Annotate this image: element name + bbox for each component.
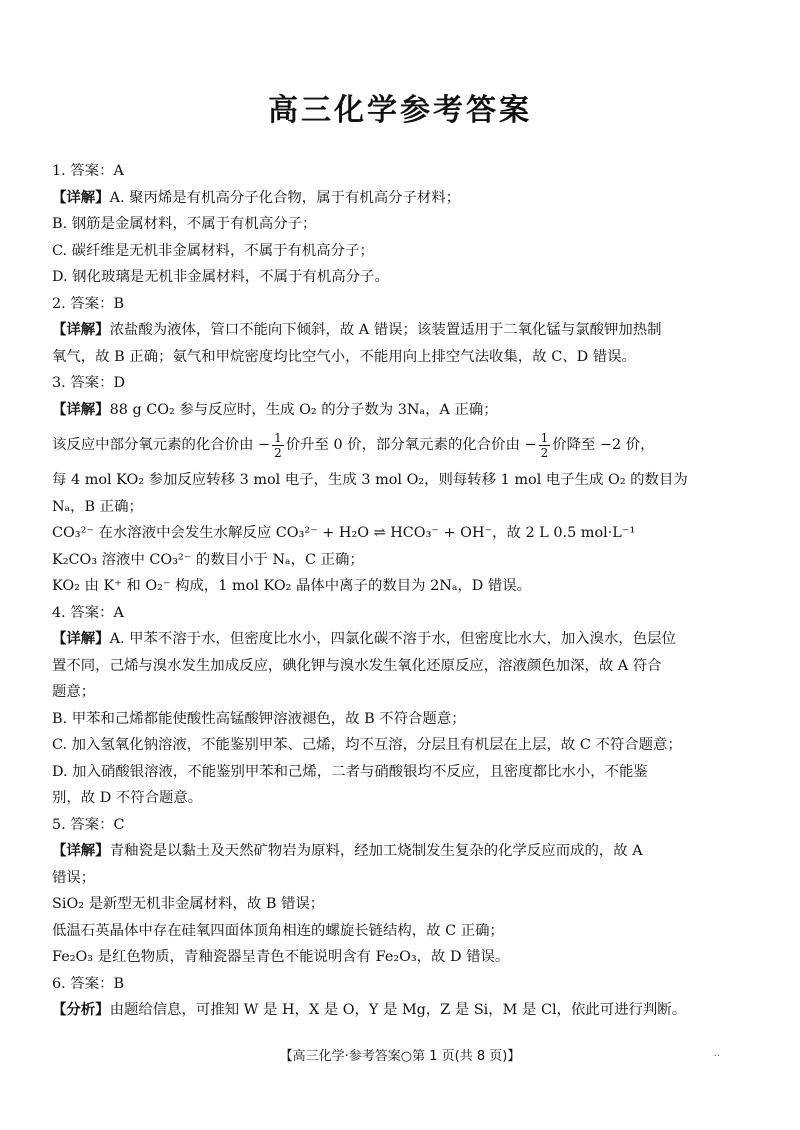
q4-detail-text: A. 甲苯不溶于水，但密度比水小，四氯化碳不溶于水，但密度比水大，加入溴水，色层位 [109, 631, 676, 647]
q2-detail-text: 浓盐酸为液体，管口不能向下倾斜，故 A 错误；该装置适用于二氧化锰与氯酸钾加热制 [109, 322, 662, 338]
q1-line: D. 钢化玻璃是无机非金属材料，不属于有机高分子。 [52, 269, 389, 285]
q6-analysis-line [52, 997, 748, 1024]
q4-detail-line [52, 626, 748, 653]
q5-answer: 5. 答案：C [52, 816, 125, 833]
q6-analysis-tag: 【分析】 [52, 1001, 110, 1018]
fraction-denominator: 2 [540, 445, 549, 460]
q4-line: B. 甲苯和己烯都能使酸性高锰酸钾溶液褪色，故 B 不符合题意； [52, 710, 466, 727]
q5-line: 低温石英晶体中存在硅氧四面体顶角相连的螺旋长链结构，故 C 正确； [52, 922, 504, 939]
fraction-half [272, 431, 284, 460]
q5-detail-tag: 【详解】 [52, 842, 110, 859]
q5-line: 错误； [52, 869, 96, 886]
q1-line: C. 碳纤维是无机非金属材料，不属于有机高分子； [52, 242, 374, 259]
fraction-denominator: 2 [274, 445, 282, 460]
q3-text: 价降至 −2 价， [552, 437, 655, 453]
q3-fraction-line [52, 423, 748, 467]
q1-detail-line [52, 185, 748, 212]
q4-line: D. 加入硝酸银溶液，不能鉴别甲苯和己烯，二者与硝酸银均不反应，且密度都比水小，不能鉴 [52, 763, 648, 780]
q4-detail-tag: 【详解】 [52, 630, 110, 647]
q5-detail-line [52, 838, 748, 865]
q2-answer: 2. 答案：B [52, 295, 125, 312]
q3-answer: 3. 答案：D [52, 375, 126, 391]
q3-line: KO₂ 由 K⁺ 和 O₂⁻ 构成，1 mol KO₂ 晶体中离子的数目为 2Nₐ，D 错误。 [52, 578, 532, 594]
q6-analysis-text: 由题给信息，可推知 W 是 H，X 是 O，Y 是 Mg，Z 是 Si，M 是 Cl，依此可进行判断。 [109, 1002, 687, 1018]
q5-line: SiO₂ 是新型无机非金属材料，故 B 错误； [52, 896, 325, 912]
q3-detail-tag: 【详解】 [52, 400, 110, 418]
q1-answer: 1. 答案：A [52, 163, 124, 179]
page-title: 高三化学参考答案 [268, 93, 532, 128]
q4-line: C. 加入氢氧化钠溶液，不能鉴别甲苯、己烯，均不互溶，分层且有机层在上层，故 C 不符合题意； [52, 737, 682, 753]
q3-line: K₂CO₃ 溶液中 CO₃²⁻ 的数目小于 Nₐ，C 正确； [52, 551, 364, 568]
q5-detail-text: 青釉瓷是以黏土及天然矿物岩为原料，经加工烧制发生复杂的化学反应而成的，故 A [109, 843, 643, 859]
q1-detail-text: A. 聚丙烯是有机高分子化合物，属于有机高分子材料； [109, 189, 461, 206]
page-footer: 【高三化学·参考答案○第 1 页(共 8 页)】 [279, 1049, 521, 1064]
q3-detail-line [52, 397, 748, 424]
fraction-numerator: 1 [274, 430, 282, 445]
fraction-numerator: 1 [540, 430, 549, 445]
q3-line: 每 4 mol KO₂ 参加反应转移 3 mol 电子，生成 3 mol O₂，则每转移 1 mol 电子生成 O₂ 的数目为 [52, 472, 688, 488]
q3-text: 该反应中部分氧元素的化合价由 − [52, 437, 271, 453]
q3-line: CO₃²⁻ 在水溶液中会发生水解反应 CO₃²⁻ + H₂O ⇌ HCO₃⁻ + OH⁻，故 2 L 0.5 mol·L⁻¹ [52, 525, 636, 541]
q2-line: 氧气，故 B 正确；氨气和甲烷密度均比空气小，不能用向上排空气法收集，故 C、D 错误。 [52, 348, 636, 365]
answer-content [52, 158, 748, 1024]
fraction-half [539, 431, 551, 460]
q4-answer: 4. 答案：A [52, 604, 124, 621]
q1-line: B. 钢筋是金属材料，不属于有机高分子； [52, 216, 317, 232]
q4-line: 别，故 D 不符合题意。 [52, 790, 203, 806]
q3-text: 价升至 0 价，部分氧元素的化合价由 − [285, 437, 537, 453]
corner-mark: .. [713, 1048, 720, 1059]
q5-line: Fe₂O₃ 是红色物质，青釉瓷器呈青色不能说明含有 Fe₂O₃，故 D 错误。 [52, 949, 510, 965]
q6-answer: 6. 答案：B [52, 975, 125, 992]
q1-detail-tag: 【详解】 [52, 188, 110, 206]
q3-line: Nₐ，B 正确； [52, 498, 143, 515]
q2-detail-tag: 【详解】 [52, 321, 110, 338]
q2-detail-line [52, 317, 748, 344]
q4-line: 题意； [52, 684, 96, 700]
q4-line: 置不同，己烯与溴水发生加成反应，碘化钾与溴水发生氧化还原反应，溶液颜色加深，故 A 符合 [52, 657, 662, 674]
q3-detail-text: 88 g CO₂ 参与反应时，生成 O₂ 的分子数为 3Nₐ，A 正确； [109, 401, 498, 418]
